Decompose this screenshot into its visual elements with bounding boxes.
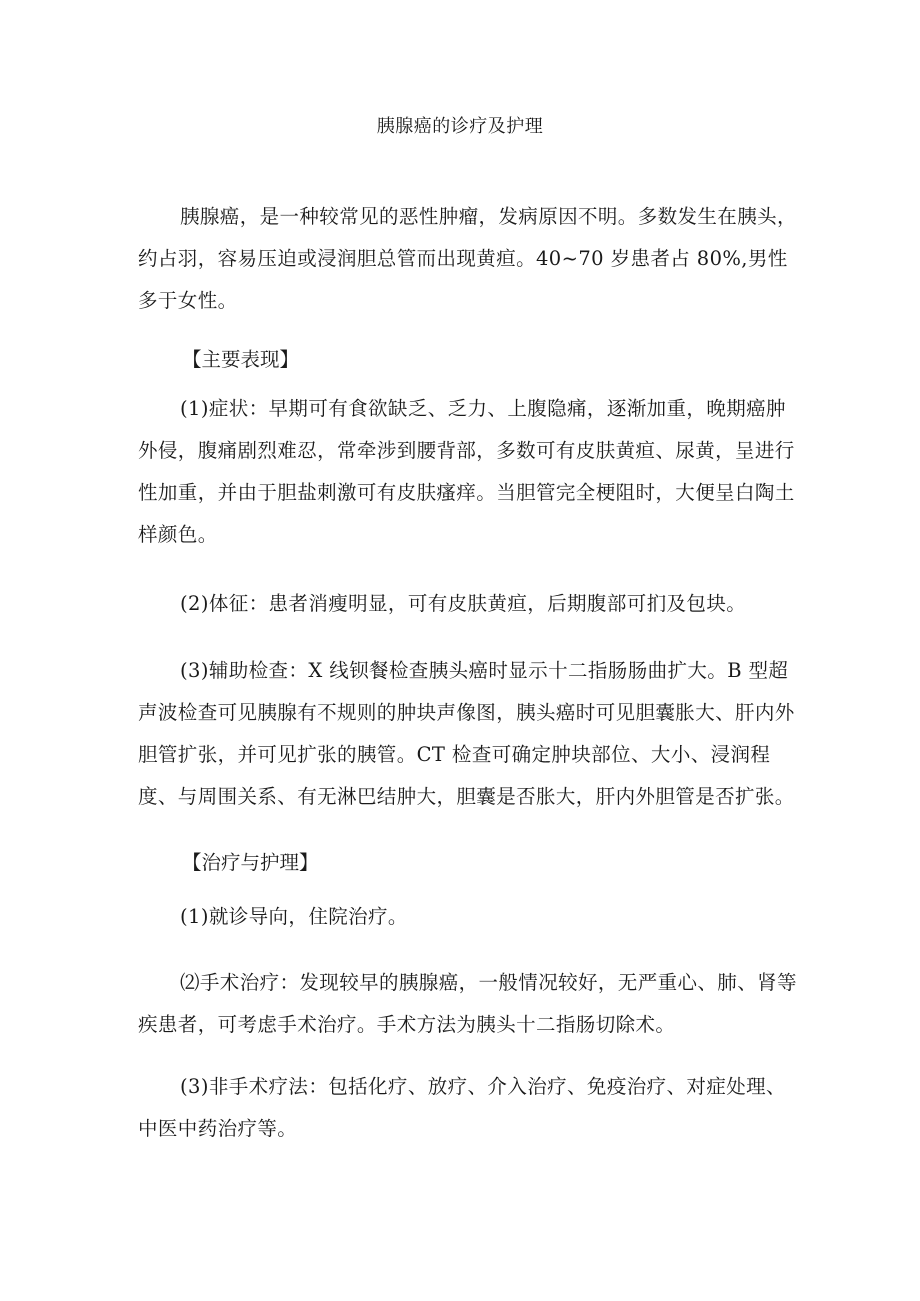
- symptoms-text: (1)症状：早期可有食欲缺乏、乏力、上腹隐痛，逐渐加重，晚期癌肿外侵，腹痛剧烈难忍，常牵涉到腰背部，多数可有皮肤黄疸、尿黄，呈进行性加重，并由于胆盐刺激可有皮肤瘙痒。当胆管完全梗阻时，大便呈白陶土样颜色。: [138, 397, 795, 546]
- auxiliary-exam-paragraph: [138, 650, 798, 818]
- signs-text: (2)体征：患者消瘦明显，可有皮肤黄疸，后期腹部可扪及包块。: [180, 592, 747, 615]
- section-heading-main-symptoms: 【主要表现】: [182, 348, 300, 371]
- intro-text: 胰腺癌，是一种较常见的恶性肿瘤，发病原因不明。多数发生在胰头，约占羽，容易压迫或浸润胆总管而出现黄疸。40~70 岁患者占 80%,男性多于女性。: [138, 205, 797, 312]
- signs-paragraph: [138, 583, 798, 625]
- treatment-guidance-paragraph: [138, 896, 798, 938]
- non-surgical-text: (3)非手术疗法：包括化疗、放疗、介入治疗、免疫治疗、对症处理、中医中药治疗等。: [138, 1075, 786, 1140]
- section-heading-treatment: 【治疗与护理】: [182, 851, 319, 874]
- surgery-paragraph: [138, 962, 798, 1046]
- treatment-guidance-text: (1)就诊导向，住院治疗。: [180, 905, 408, 928]
- symptoms-paragraph: [138, 388, 798, 556]
- intro-paragraph: [138, 196, 798, 322]
- non-surgical-paragraph: [138, 1066, 798, 1150]
- document-title: 胰腺癌的诊疗及护理: [376, 116, 544, 137]
- auxiliary-exam-text: (3)辅助检查：X 线钡餐检查胰头癌时显示十二指肠肠曲扩大。B 型超声波检查可见胰腺有不规则的肿块声像图，胰头癌时可见胆囊胀大、肝内外胆管扩张，并可见扩张的胰管。CT 检查可确定肿块部位、大小、浸润程度、与周围关系、有无淋巴结肿大，胆囊是否胀大，肝内外胆管是否扩张。: [138, 659, 795, 808]
- surgery-text: ⑵手术治疗：发现较早的胰腺癌，一般情况较好，无严重心、肺、肾等疾患者，可考虑手术治疗。手术方法为胰头十二指肠切除术。: [138, 971, 797, 1036]
